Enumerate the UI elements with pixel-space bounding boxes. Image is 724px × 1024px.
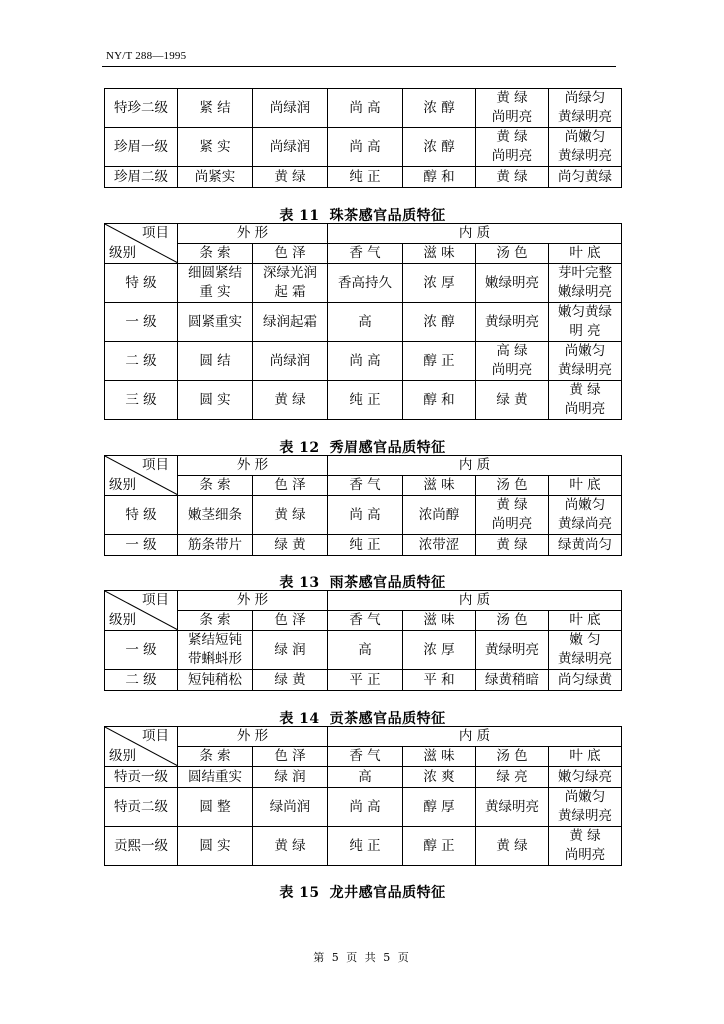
table-cell: 黄 绿 尚明亮 xyxy=(549,381,622,420)
header-column-label: 香 气 xyxy=(328,747,403,767)
page-footer: 第 5 页 共 5 页 xyxy=(313,951,411,964)
grade-cell: 一 级 xyxy=(105,303,178,342)
header-grade-label: 级别 xyxy=(109,748,136,764)
table-cell: 黄绿明亮 xyxy=(476,788,549,827)
table-cell: 浓尚醇 xyxy=(403,496,476,535)
header-grade-label: 级别 xyxy=(109,245,136,261)
table-cell: 筋条带片 xyxy=(178,535,253,556)
table-number: 表 11 xyxy=(279,208,320,224)
table-cell: 嫩匀绿亮 xyxy=(549,767,622,788)
header-grade-label: 级别 xyxy=(109,612,136,628)
table-cell: 醇 和 xyxy=(403,381,476,420)
header-outer-group: 外 形 xyxy=(178,727,328,747)
header-column-label: 条 索 xyxy=(178,747,253,767)
header-column-label: 条 索 xyxy=(178,611,253,631)
table-header xyxy=(105,456,622,496)
table-cell: 香高持久 xyxy=(328,264,403,303)
table-cell: 纯 正 xyxy=(328,381,403,420)
table-cell: 黄 绿 xyxy=(253,827,328,866)
header-corner-cell xyxy=(105,456,178,496)
table-header xyxy=(105,224,622,264)
table-cell: 尚 高 xyxy=(328,496,403,535)
table-title: 贡茶感官品质特征 xyxy=(329,711,446,727)
header-column-label: 香 气 xyxy=(328,476,403,496)
table-cell: 高 xyxy=(328,631,403,670)
header-item-label: 项目 xyxy=(142,457,169,473)
table-cell: 绿 润 xyxy=(253,631,328,670)
table-row xyxy=(105,303,622,342)
table-row xyxy=(105,670,622,691)
table-cell: 嫩绿明亮 xyxy=(476,264,549,303)
table-cell: 圆 整 xyxy=(178,788,253,827)
table-cell: 绿 黄 xyxy=(253,670,328,691)
table-body xyxy=(105,264,622,420)
table-cell: 绿 润 xyxy=(253,767,328,788)
header-corner-cell xyxy=(105,591,178,631)
table-cell: 浓 厚 xyxy=(403,264,476,303)
table-row xyxy=(105,167,622,188)
table-cell: 醇 正 xyxy=(403,342,476,381)
table-row xyxy=(105,788,622,827)
table-number: 表 14 xyxy=(279,711,320,727)
header-item-label: 项目 xyxy=(142,728,169,744)
grade-cell: 珍眉二级 xyxy=(105,167,178,188)
header-column-label: 香 气 xyxy=(328,611,403,631)
header-corner-cell xyxy=(105,224,178,264)
header-column-label: 滋 味 xyxy=(403,747,476,767)
table-number: 表 13 xyxy=(279,575,320,591)
header-column-label: 香 气 xyxy=(328,244,403,264)
header-column-label: 滋 味 xyxy=(403,476,476,496)
header-column-label: 滋 味 xyxy=(403,244,476,264)
table-cell: 细圆紧结 重 实 xyxy=(178,264,253,303)
table-14 xyxy=(104,726,622,866)
header-grade-label: 级别 xyxy=(109,477,136,493)
table-number: 表 15 xyxy=(279,885,320,901)
table-cell: 尚 高 xyxy=(328,128,403,167)
table-cell: 短钝稍松 xyxy=(178,670,253,691)
header-item-label: 项目 xyxy=(142,592,169,608)
table-cell: 深绿光润 起 霜 xyxy=(253,264,328,303)
table-cell: 黄 绿 尚明亮 xyxy=(476,89,549,128)
table-cell: 黄 绿 xyxy=(253,381,328,420)
header-inner-group: 内 质 xyxy=(328,591,622,611)
table-cell: 浓 醇 xyxy=(403,89,476,128)
table-cell: 醇 正 xyxy=(403,827,476,866)
table-cell: 黄 绿 尚明亮 xyxy=(476,496,549,535)
header-column-label: 条 索 xyxy=(178,476,253,496)
table-cell: 浓带涩 xyxy=(403,535,476,556)
grade-cell: 珍眉一级 xyxy=(105,128,178,167)
header-column-label: 汤 色 xyxy=(476,611,549,631)
table-header xyxy=(105,727,622,767)
header-rule xyxy=(102,66,616,67)
table-row xyxy=(105,89,622,128)
table-cell: 浓 厚 xyxy=(403,631,476,670)
table-cell: 尚嫩匀 黄绿明亮 xyxy=(549,788,622,827)
standard-code: NY/T 288—1995 xyxy=(106,50,187,62)
header-column-label: 色 泽 xyxy=(253,747,328,767)
grade-cell: 特贡一级 xyxy=(105,767,178,788)
table-cell: 尚嫩匀 黄绿明亮 xyxy=(549,128,622,167)
grade-cell: 一 级 xyxy=(105,535,178,556)
table-cell: 黄 绿 xyxy=(253,496,328,535)
table-row xyxy=(105,342,622,381)
table-13 xyxy=(104,590,622,691)
table-cell: 尚 高 xyxy=(328,342,403,381)
table-continued xyxy=(104,88,622,188)
table-body xyxy=(105,767,622,866)
table-cell: 纯 正 xyxy=(328,167,403,188)
table-cell: 紧 结 xyxy=(178,89,253,128)
table-cell: 浓 醇 xyxy=(403,303,476,342)
grade-cell: 二 级 xyxy=(105,670,178,691)
header-column-label: 汤 色 xyxy=(476,244,549,264)
table-cell: 圆 实 xyxy=(178,381,253,420)
header-column-label: 滋 味 xyxy=(403,611,476,631)
grade-cell: 二 级 xyxy=(105,342,178,381)
table-cell: 尚绿润 xyxy=(253,128,328,167)
table-caption xyxy=(104,205,621,225)
table-cell: 高 绿 尚明亮 xyxy=(476,342,549,381)
grade-cell: 特珍二级 xyxy=(105,89,178,128)
table-cell: 绿 黄 xyxy=(476,381,549,420)
grade-cell: 一 级 xyxy=(105,631,178,670)
table-row xyxy=(105,381,622,420)
header-column-label: 汤 色 xyxy=(476,476,549,496)
table-cell: 绿 黄 xyxy=(253,535,328,556)
header-inner-group: 内 质 xyxy=(328,456,622,476)
table-cell: 圆 实 xyxy=(178,827,253,866)
table-cell: 高 xyxy=(328,303,403,342)
grade-cell: 特 级 xyxy=(105,496,178,535)
table-cell: 嫩 匀 黄绿明亮 xyxy=(549,631,622,670)
table-cell: 尚绿润 xyxy=(253,342,328,381)
table-row xyxy=(105,496,622,535)
header-outer-group: 外 形 xyxy=(178,456,328,476)
table-caption xyxy=(104,572,621,592)
header-corner-cell xyxy=(105,727,178,767)
table-cell: 尚绿润 xyxy=(253,89,328,128)
table-caption xyxy=(104,708,621,728)
table-cell: 醇 和 xyxy=(403,167,476,188)
header-outer-group: 外 形 xyxy=(178,224,328,244)
table-cell: 紧 实 xyxy=(178,128,253,167)
header-column-label: 色 泽 xyxy=(253,611,328,631)
table-cell: 尚紧实 xyxy=(178,167,253,188)
table-caption xyxy=(104,437,621,457)
table-cell: 黄 绿 尚明亮 xyxy=(549,827,622,866)
table-row xyxy=(105,264,622,303)
header-column-label: 叶 底 xyxy=(549,611,622,631)
table-cell: 黄 绿 xyxy=(476,535,549,556)
table-title: 珠茶感官品质特征 xyxy=(329,208,446,224)
table-row xyxy=(105,631,622,670)
table-cell: 尚绿匀 黄绿明亮 xyxy=(549,89,622,128)
table-row xyxy=(105,535,622,556)
table-cell: 黄绿明亮 xyxy=(476,631,549,670)
table-cell: 黄 绿 xyxy=(476,827,549,866)
table-title: 龙井感官品质特征 xyxy=(329,885,446,901)
table-cell: 圆紧重实 xyxy=(178,303,253,342)
table-cell: 嫩匀黄绿 明 亮 xyxy=(549,303,622,342)
table-cell: 尚嫩匀 黄绿尚亮 xyxy=(549,496,622,535)
header-inner-group: 内 质 xyxy=(328,224,622,244)
table-cell: 绿黄尚匀 xyxy=(549,535,622,556)
table-11 xyxy=(104,223,622,420)
table-cell: 平 和 xyxy=(403,670,476,691)
grade-cell: 三 级 xyxy=(105,381,178,420)
header-column-label: 汤 色 xyxy=(476,747,549,767)
table-cell: 绿黄稍暗 xyxy=(476,670,549,691)
table-cell: 纯 正 xyxy=(328,535,403,556)
table-title: 雨茶感官品质特征 xyxy=(329,575,446,591)
table-header xyxy=(105,591,622,631)
header-outer-group: 外 形 xyxy=(178,591,328,611)
grade-cell: 特 级 xyxy=(105,264,178,303)
table-cell: 尚 高 xyxy=(328,89,403,128)
grade-cell: 特贡二级 xyxy=(105,788,178,827)
table-cell: 尚匀绿黄 xyxy=(549,670,622,691)
table-cell: 黄 绿 xyxy=(253,167,328,188)
table-row xyxy=(105,128,622,167)
table-cell: 浓 爽 xyxy=(403,767,476,788)
header-column-label: 条 索 xyxy=(178,244,253,264)
table-cell: 纯 正 xyxy=(328,827,403,866)
table-12 xyxy=(104,455,622,556)
header-item-label: 项目 xyxy=(142,225,169,241)
table-cell: 紧结短钝 带蝌蚪形 xyxy=(178,631,253,670)
table-cell: 圆 结 xyxy=(178,342,253,381)
table-number: 表 12 xyxy=(279,440,320,456)
table-caption xyxy=(104,882,621,902)
table-body xyxy=(105,631,622,691)
table-cell: 醇 厚 xyxy=(403,788,476,827)
table-cell: 黄 绿 尚明亮 xyxy=(476,128,549,167)
table-cell: 黄 绿 xyxy=(476,167,549,188)
table-cell: 嫩茎细条 xyxy=(178,496,253,535)
table-cell: 平 正 xyxy=(328,670,403,691)
table-cell: 绿润起霜 xyxy=(253,303,328,342)
table-body xyxy=(105,89,622,188)
header-column-label: 叶 底 xyxy=(549,476,622,496)
table-cell: 芽叶完整 嫩绿明亮 xyxy=(549,264,622,303)
table-cell: 浓 醇 xyxy=(403,128,476,167)
header-column-label: 色 泽 xyxy=(253,476,328,496)
table-cell: 尚匀黄绿 xyxy=(549,167,622,188)
table-title: 秀眉感官品质特征 xyxy=(329,440,446,456)
table-cell: 绿尚润 xyxy=(253,788,328,827)
table-row xyxy=(105,827,622,866)
grade-cell: 贡熙一级 xyxy=(105,827,178,866)
table-cell: 圆结重实 xyxy=(178,767,253,788)
table-cell: 尚嫩匀 黄绿明亮 xyxy=(549,342,622,381)
table-cell: 绿 亮 xyxy=(476,767,549,788)
table-row xyxy=(105,767,622,788)
table-cell: 高 xyxy=(328,767,403,788)
header-column-label: 叶 底 xyxy=(549,747,622,767)
table-body xyxy=(105,496,622,556)
table-cell: 黄绿明亮 xyxy=(476,303,549,342)
header-inner-group: 内 质 xyxy=(328,727,622,747)
header-column-label: 叶 底 xyxy=(549,244,622,264)
table-cell: 尚 高 xyxy=(328,788,403,827)
header-column-label: 色 泽 xyxy=(253,244,328,264)
